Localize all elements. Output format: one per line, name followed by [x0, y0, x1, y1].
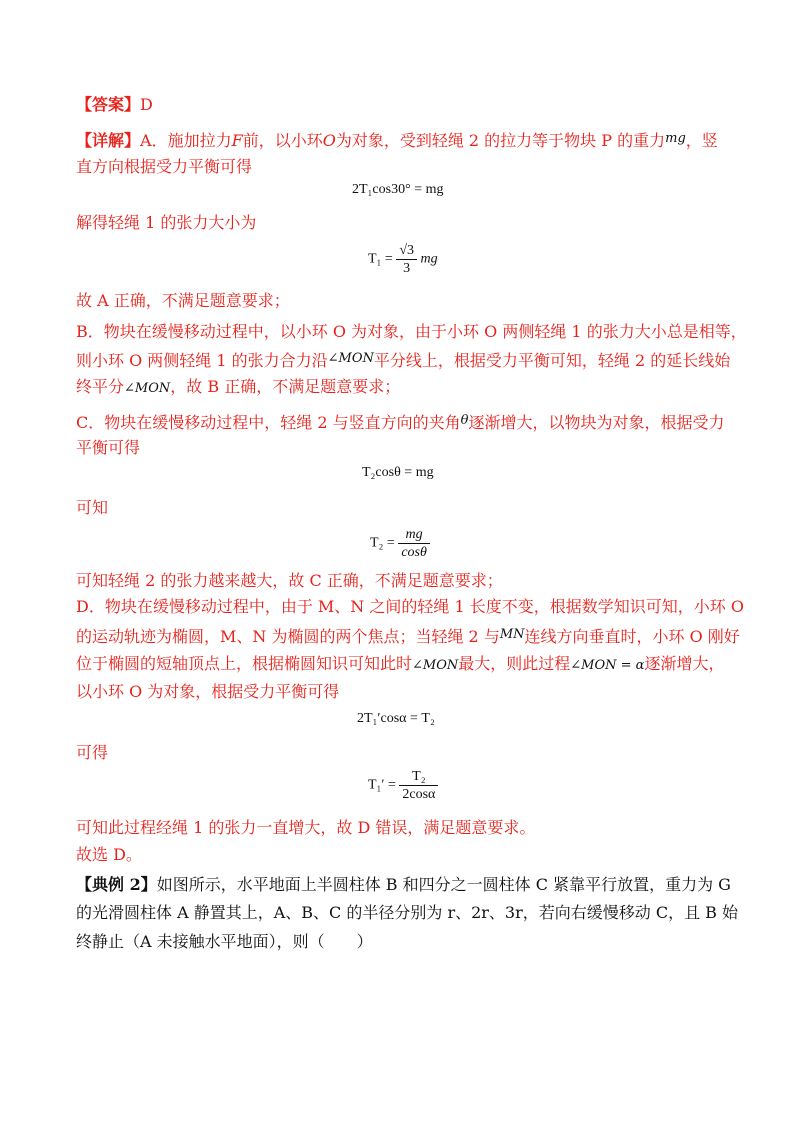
detail-d-line2-post: 连线方向垂直时，小环 O 刚好	[524, 627, 740, 646]
detail-d-line3	[76, 654, 726, 676]
detail-c-line1-post: 逐渐增大，以物块为对象，根据受力	[468, 413, 725, 432]
detail-b-line3	[76, 377, 726, 399]
eq2-denominator: 3	[403, 261, 411, 276]
detail-a-conclusion: 故 A 正确，不满足题意要求；	[76, 291, 290, 310]
eq6-denominator: 2cosα	[402, 787, 436, 802]
detail-b-line2-post: 平分线上，根据受力平衡可知，轻绳 2 的延长线始	[373, 351, 731, 370]
eq4-fraction	[398, 526, 430, 561]
equation-4	[370, 526, 430, 561]
eq2-rhs: mg	[420, 251, 438, 267]
eq2-lhs: T₁ =	[368, 251, 393, 267]
answer-line	[76, 95, 726, 115]
detail-b-line1: B．物块在缓慢移动过程中，以小环 O 为对象，由于小环 O 两侧轻绳 1 的张力大小总是相等，	[76, 322, 747, 341]
detail-a-end: ，竖	[685, 131, 718, 150]
detail-b-line2-pre: 则小环 O 两侧轻绳 1 的张力合力沿	[76, 351, 328, 370]
example2-text-1: 如图所示，水平地面上半圆柱体 B 和四分之一圆柱体 C 紧靠平行放置，重力为 G	[156, 875, 731, 894]
detail-c-line1	[76, 411, 726, 433]
angle-MON-3: ∠MON	[412, 658, 459, 673]
detail-b-line2	[76, 349, 731, 371]
detail-d-line2	[76, 625, 740, 647]
eq4-lhs: T₂ =	[370, 535, 395, 551]
eq4-denominator: cosθ	[401, 545, 427, 560]
detail-d-know: 可得	[76, 743, 109, 762]
detail-a-tail: 为对象，受到轻绳 2 的拉力等于物块 P 的重力	[335, 131, 666, 150]
equation-6	[368, 768, 438, 803]
eq6-lhs: T₁′ =	[368, 777, 396, 793]
eq6-numerator: T₂	[399, 768, 438, 786]
example2-label: 【典例 2】	[76, 875, 157, 894]
equation-2	[368, 242, 438, 277]
symbol-mg: mg	[665, 131, 686, 146]
symbol-O: O	[322, 131, 336, 150]
eq4-numerator: mg	[398, 526, 430, 544]
example2-line2: 的光滑圆柱体 A 静置其上，A、B、C 的半径分别为 r、2r、3r，若向右缓慢移动 C，且 B 始	[76, 903, 739, 922]
equation-1: 2T₁cos30° = mg	[352, 182, 444, 197]
detail-a-line2: 直方向根据受力平衡可得	[76, 157, 253, 176]
detail-b-line3-post: ，故 B 正确，不满足题意要求；	[170, 377, 401, 396]
answer-value: D	[140, 95, 153, 114]
eq6-fraction	[399, 768, 438, 803]
detail-d-line3-pre: 位于椭圆的短轴顶点上，根据椭圆知识可知此时	[76, 654, 413, 673]
equation-3: T₂cosθ = mg	[362, 465, 434, 480]
symbol-F: F	[231, 131, 243, 150]
symbol-MN: MN	[499, 627, 525, 642]
equation-5: 2T₁′cosα = T₂	[357, 711, 435, 726]
detail-d-line3-post: 逐渐增大，	[644, 654, 725, 673]
detail-label: 【详解】	[76, 131, 141, 150]
detail-c-conclusion: 可知轻绳 2 的张力越来越大，故 C 正确，不满足题意要求；	[76, 571, 503, 590]
example2-line3: 终静止（A 未接触水平地面），则（ ）	[76, 932, 373, 951]
angle-MON-alpha: ∠MON = α	[570, 658, 645, 673]
eq2-fraction	[396, 242, 417, 277]
answer-label: 【答案】	[76, 95, 141, 114]
angle-MON-1: ∠MON	[327, 351, 374, 366]
detail-d-line3-mid: 最大，则此过程	[458, 654, 571, 673]
detail-b-line3-pre: 终平分	[76, 377, 125, 396]
detail-a-intro: A．施加拉力	[140, 131, 232, 150]
detail-a-line1	[76, 129, 726, 151]
example2-line1	[76, 875, 731, 895]
detail-c-line2: 平衡可得	[76, 438, 141, 457]
detail-a-mid: 前，以小环	[242, 131, 323, 150]
detail-c-know: 可知	[76, 498, 109, 517]
detail-choose: 故选 D。	[76, 845, 142, 864]
angle-MON-2: ∠MON	[124, 381, 171, 396]
detail-solve-line: 解得轻绳 1 的张力大小为	[76, 213, 257, 232]
detail-d-line4: 以小环 O 为对象，根据受力平衡可得	[76, 682, 340, 701]
symbol-theta: θ	[460, 413, 469, 428]
detail-d-line2-pre: 的运动轨迹为椭圆，M、N 为椭圆的两个焦点；当轻绳 2 与	[76, 627, 500, 646]
eq2-numerator: √3	[396, 242, 417, 260]
detail-c-line1-pre: C．物块在缓慢移动过程中，轻绳 2 与竖直方向的夹角	[76, 413, 461, 432]
detail-d-line1: D．物块在缓慢移动过程中，由于 M、N 之间的轻绳 1 长度不变，根据数学知识可知，小环 O	[76, 597, 744, 616]
detail-d-conclusion: 可知此过程经绳 1 的张力一直增大，故 D 错误，满足题意要求。	[76, 818, 536, 837]
